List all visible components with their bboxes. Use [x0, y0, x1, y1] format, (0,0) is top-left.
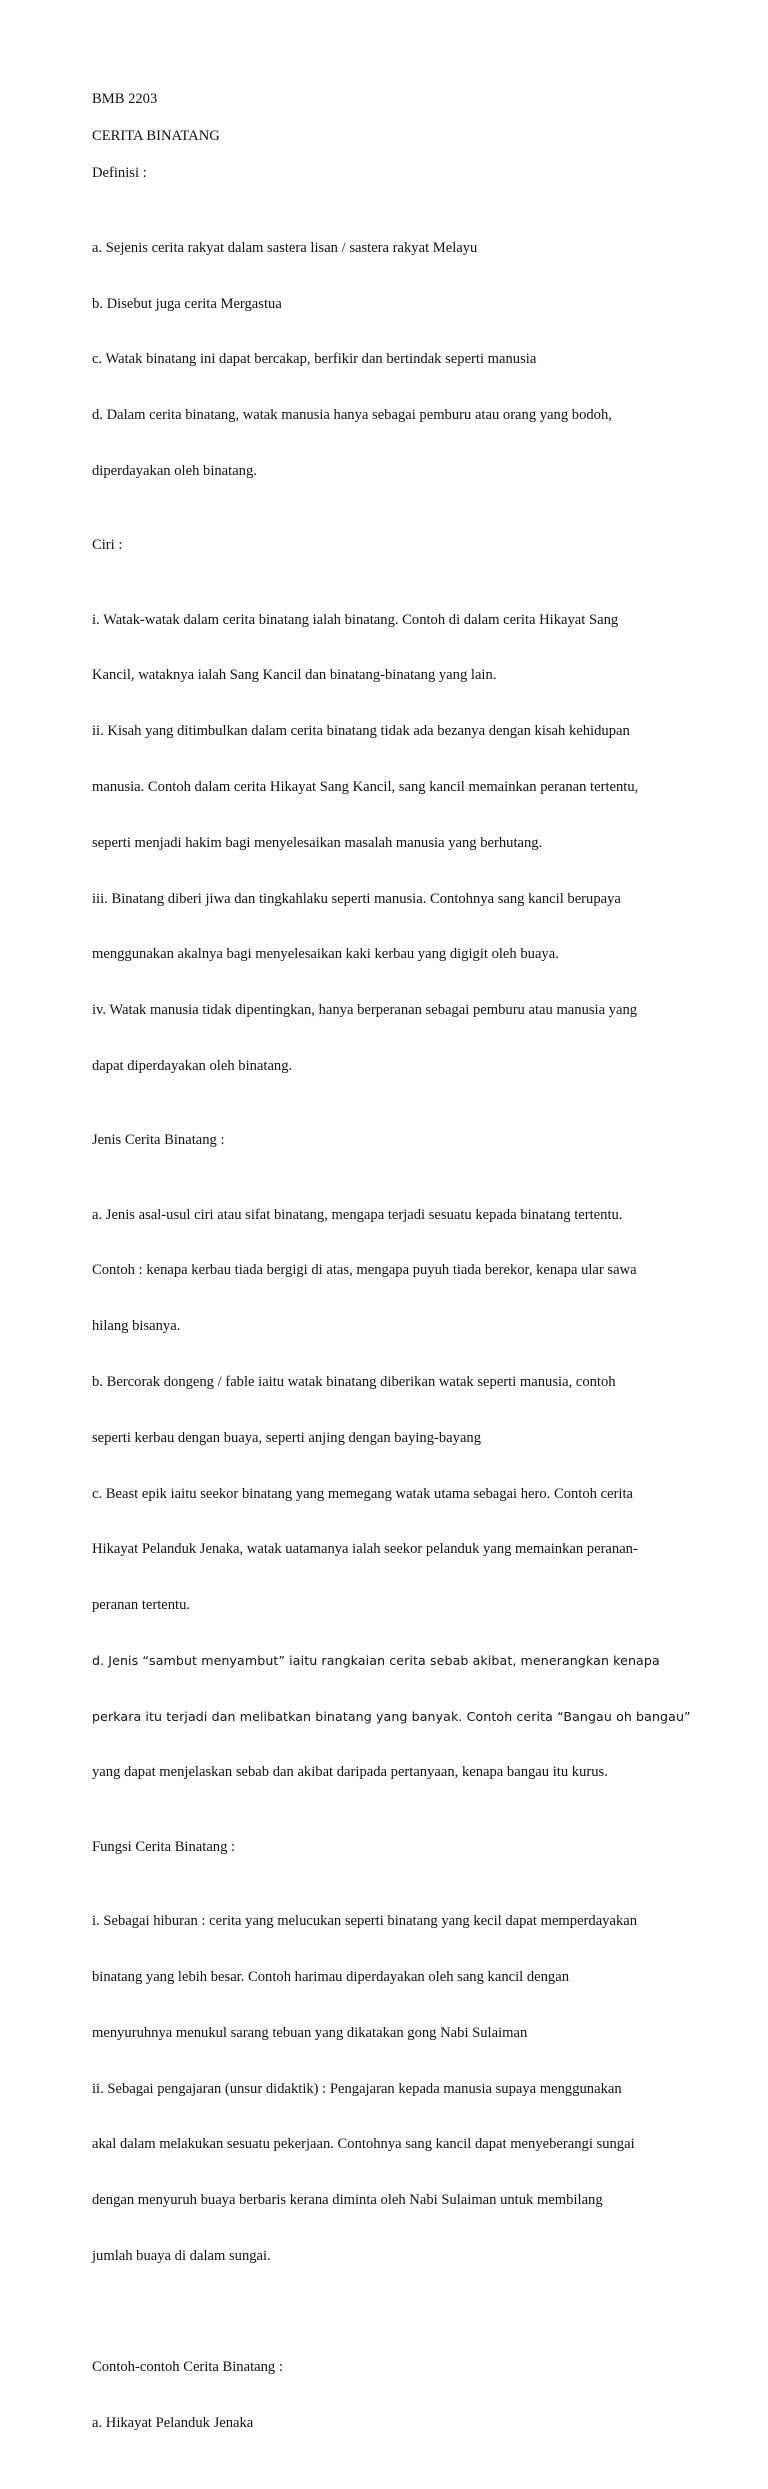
definisi-item: d. Dalam cerita binatang, watak manusia hanya sebagai pemburu atau orang yang bodoh, [92, 407, 612, 424]
document-title: CERITA BINATANG [92, 128, 220, 145]
jenis-item: seperti kerbau dengan buaya, seperti anjing dengan baying-bayang [92, 1429, 482, 1446]
jenis-item: yang dapat menjelaskan sebab dan akibat daripada pertanyaan, kenapa bangau itu kurus. [92, 1764, 608, 1781]
definisi-heading: Definisi : [92, 165, 147, 182]
ciri-item: ii. Kisah yang ditimbulkan dalam cerita binatang tidak ada bezanya dengan kisah kehidupan [92, 723, 630, 740]
ciri-item: i. Watak-watak dalam cerita binatang ialah binatang. Contoh di dalam cerita Hikayat Sang [92, 611, 619, 628]
jenis-item: d. Jenis “sambut menyambut” iaitu rangkaian cerita sebab akibat, menerangkan kenapa [92, 1652, 660, 1668]
ciri-item: manusia. Contoh dalam cerita Hikayat Sang Kancil, sang kancil memainkan peranan tertentu, [92, 778, 639, 795]
course-code: BMB 2203 [92, 91, 158, 107]
fungsi-item: binatang yang lebih besar. Contoh harimau diperdayakan oleh sang kancil dengan [92, 1968, 569, 1985]
fungsi-item: i. Sebagai hiburan : cerita yang melucukan seperti binatang yang kecil dapat memperdayakan [92, 1913, 638, 1930]
fungsi-item: ii. Sebagai pengajaran (unsur didaktik) : Pengajaran kepada manusia supaya menggunakan [92, 2080, 622, 2097]
jenis-item: Contoh : kenapa kerbau tiada bergigi di atas, mengapa puyuh tiada berekor, kenapa ular sawa [92, 1262, 637, 1279]
fungsi-item: menyuruhnya menukul sarang tebuan yang dikatakan gong Nabi Sulaiman [92, 2024, 528, 2041]
jenis-item: Hikayat Pelanduk Jenaka, watak uatamanya ialah seekor pelanduk yang memainkan peranan- [92, 1541, 638, 1558]
jenis-item: a. Jenis asal-usul ciri atau sifat binatang, mengapa terjadi sesuatu kepada binatang tertentu. [92, 1206, 623, 1223]
fungsi-item: dengan menyuruh buaya berbaris kerana diminta oleh Nabi Sulaiman untuk membilang [92, 2192, 603, 2209]
ciri-list [92, 573, 732, 1112]
definisi-item: a. Sejenis cerita rakyat dalam sastera lisan / sastera rakyat Melayu [92, 239, 478, 256]
fungsi-heading: Fungsi Cerita Binatang : [92, 1838, 236, 1855]
jenis-item: b. Bercorak dongeng / fable iaitu watak binatang diberikan watak seperti manusia, contoh [92, 1373, 616, 1390]
definisi-item: diperdayakan oleh binatang. [92, 462, 257, 479]
definisi-item: c. Watak binatang ini dapat bercakap, berfikir dan bertindak seperti manusia [92, 351, 537, 368]
ciri-item: iii. Binatang diberi jiwa dan tingkahlaku seperti manusia. Contohnya sang kancil berupaya [92, 890, 621, 907]
document-page [92, 90, 732, 2489]
ciri-item: dapat diperdayakan oleh binatang. [92, 1057, 293, 1074]
jenis-heading: Jenis Cerita Binatang : [92, 1132, 225, 1149]
ciri-item: seperti menjadi hakim bagi menyelesaikan masalah manusia yang berhutang. [92, 834, 543, 851]
fungsi-item: jumlah buaya di dalam sungai. [92, 2247, 271, 2264]
jenis-item: c. Beast epik iaitu seekor binatang yang memegang watak utama sebagai hero. Contoh cerita [92, 1485, 633, 1502]
jenis-item: hilang bisanya. [92, 1318, 181, 1335]
contoh-section [92, 2321, 732, 2470]
ciri-item: Kancil, wataknya ialah Sang Kancil dan binatang-binatang yang lain. [92, 667, 497, 684]
fungsi-item: akal dalam melakukan sesuatu pekerjaan. Contohnya sang kancil dapat menyeberangi sungai [92, 2136, 635, 2153]
contoh-item: a. Hikayat Pelanduk Jenaka [92, 2415, 254, 2432]
definisi-item: b. Disebut juga cerita Mergastua [92, 295, 282, 312]
jenis-list [92, 1168, 732, 1819]
jenis-item: perkara itu terjadi dan melibatkan binatang yang banyak. Contoh cerita “Bangau oh bangau” [92, 1708, 691, 1724]
ciri-heading: Ciri : [92, 537, 123, 554]
ciri-item: iv. Watak manusia tidak dipentingkan, hanya berperanan sebagai pemburu atau manusia yang [92, 1002, 638, 1019]
ciri-item: menggunakan akalnya bagi menyelesaikan kaki kerbau yang digigit oleh buaya. [92, 946, 559, 963]
definisi-list [92, 202, 732, 518]
fungsi-list [92, 1875, 732, 2303]
jenis-item: peranan tertentu. [92, 1597, 191, 1614]
contoh-heading: Contoh-contoh Cerita Binatang : [92, 2359, 283, 2376]
